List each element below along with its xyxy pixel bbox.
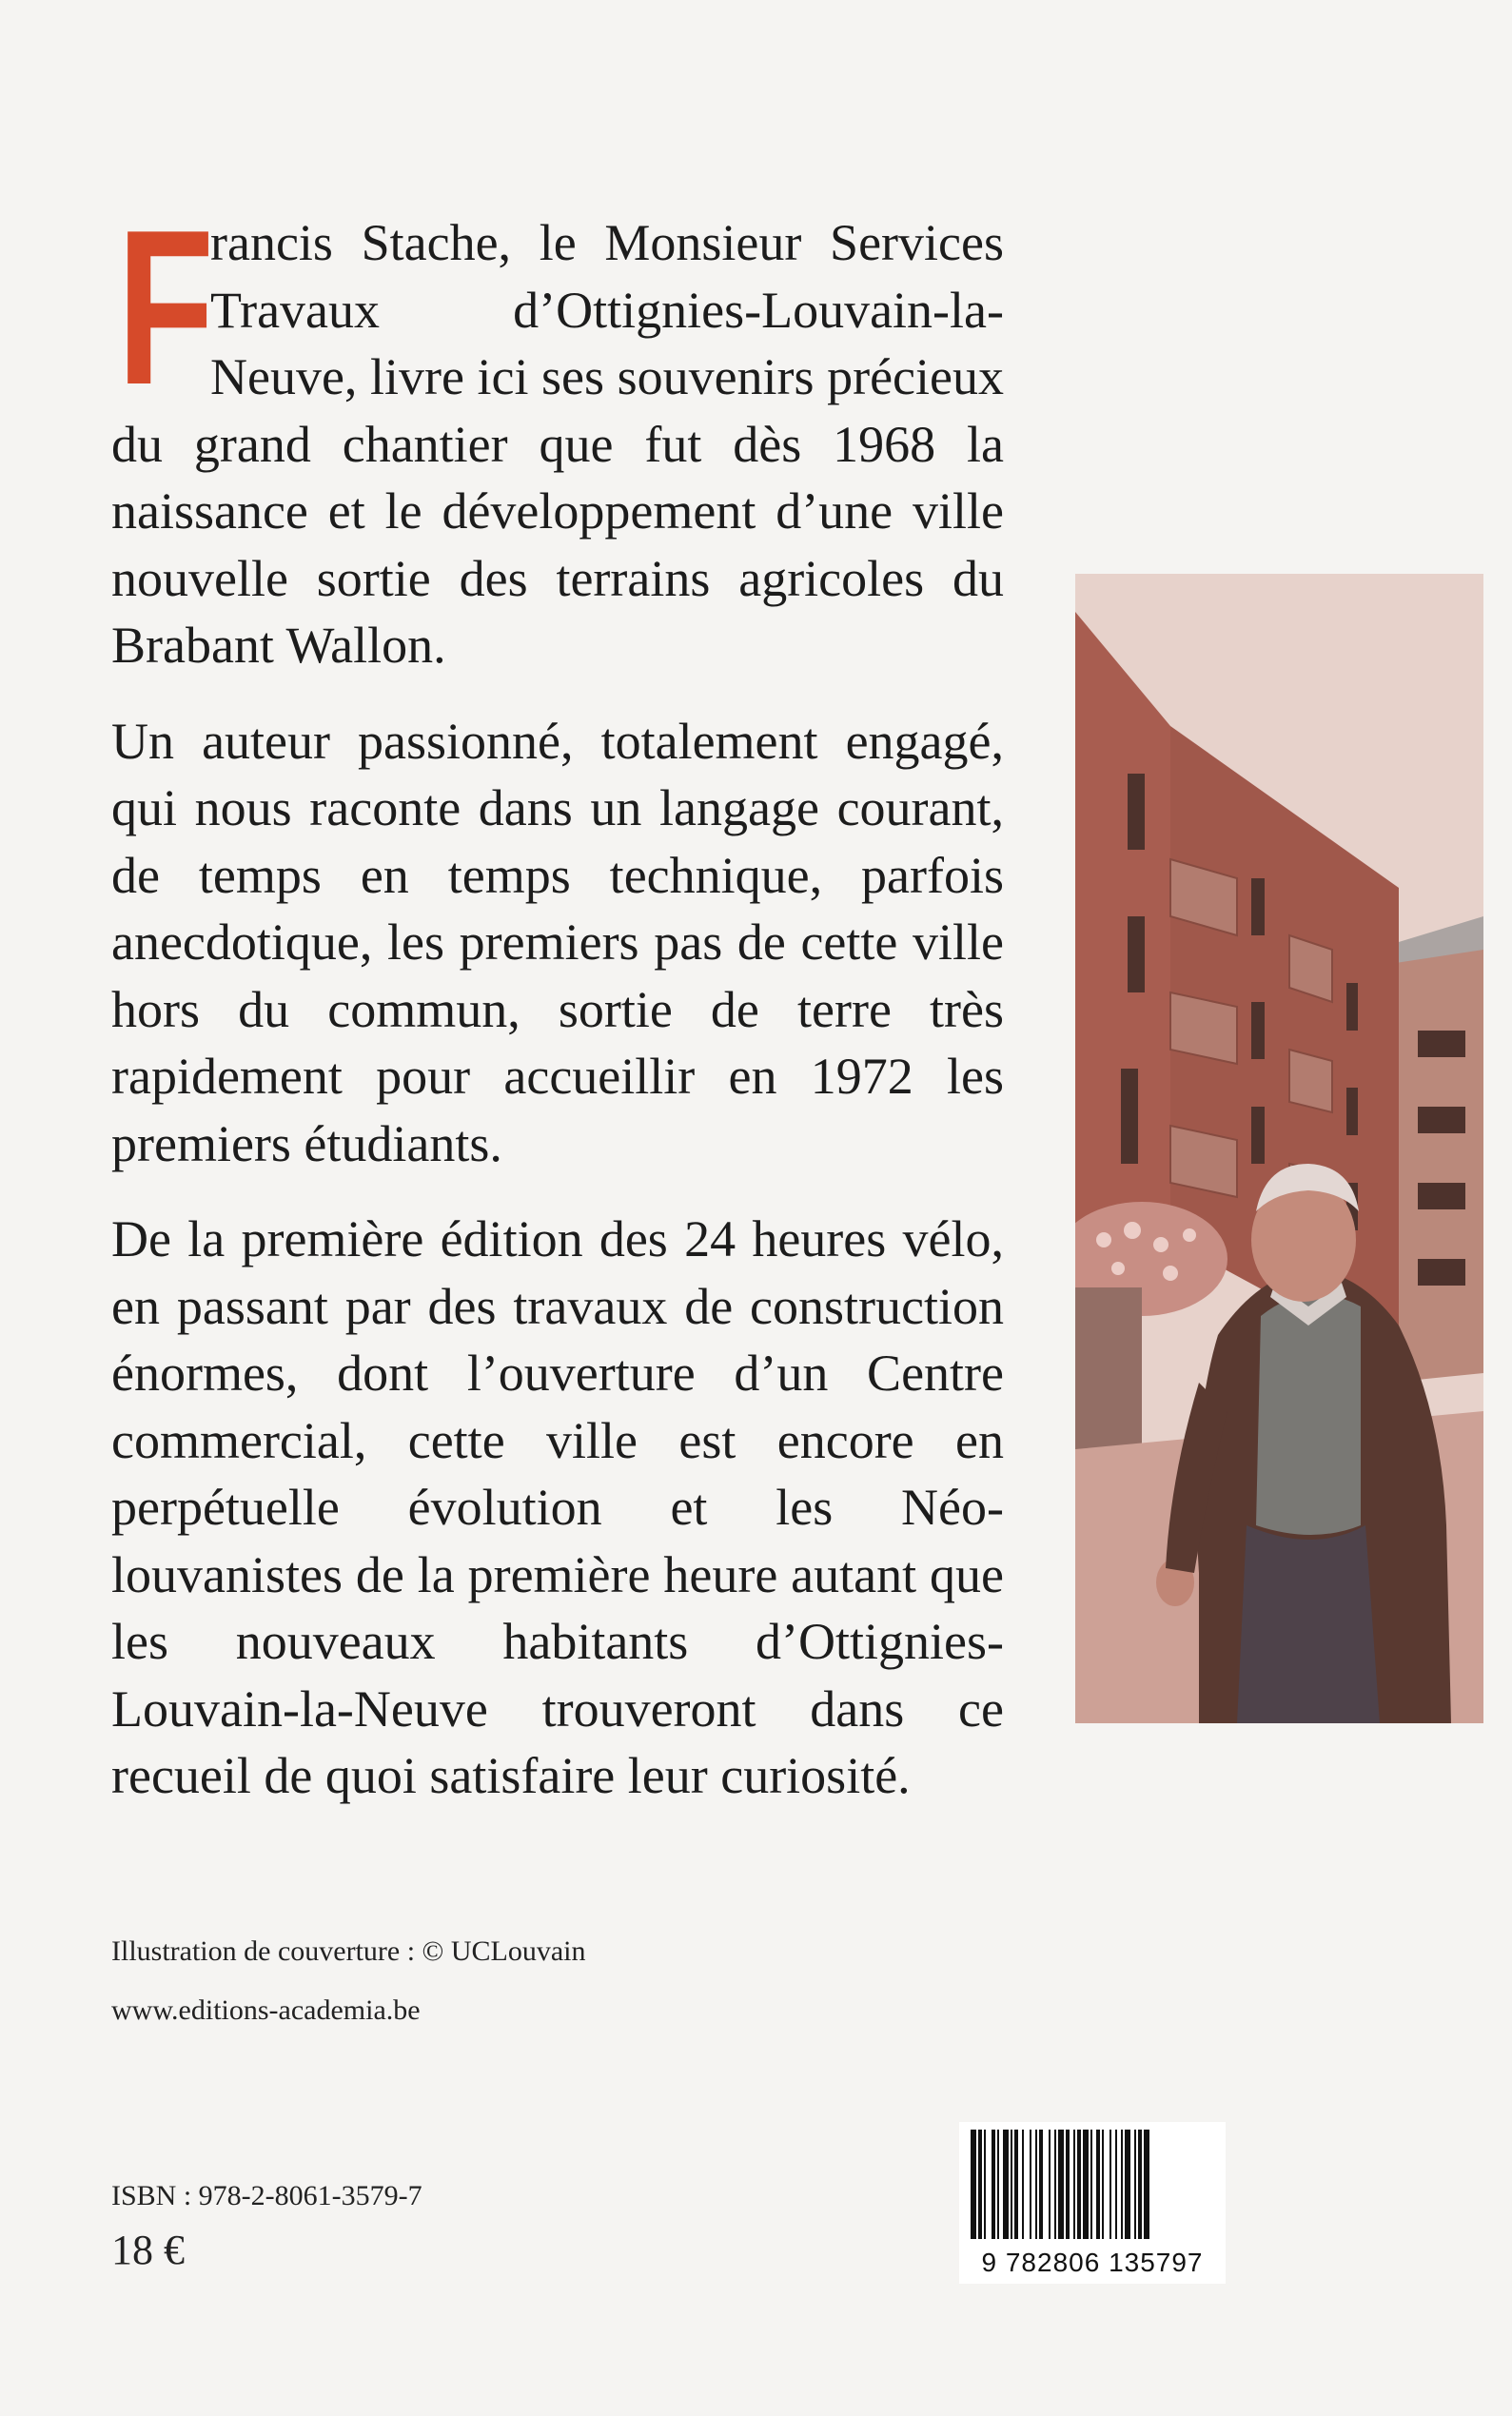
drop-cap: F <box>117 185 215 431</box>
isbn: ISBN : 978-2-8061-3579-7 <box>111 2180 422 2211</box>
barcode-bar <box>1049 2130 1051 2239</box>
barcode-bar <box>978 2130 982 2239</box>
barcode-bar <box>1109 2130 1111 2239</box>
barcode-bar <box>1102 2130 1104 2239</box>
barcode-bar <box>1138 2130 1142 2239</box>
barcode-bar <box>1134 2130 1136 2239</box>
barcode-bar <box>997 2130 999 2239</box>
barcode-bar <box>1035 2130 1037 2239</box>
illustration-credit: Illustration de couverture : © UCLouvain <box>111 1935 586 1967</box>
barcode-bar <box>1073 2130 1075 2239</box>
barcode <box>959 2122 1226 2284</box>
barcode-bar <box>1003 2130 1009 2239</box>
barcode-bar <box>1115 2130 1117 2239</box>
barcode-bar <box>1022 2130 1024 2239</box>
barcode-bar <box>1077 2130 1081 2239</box>
author-photo <box>1075 574 1483 1723</box>
barcode-bar <box>1054 2130 1056 2239</box>
barcode-bar <box>1083 2130 1089 2239</box>
barcode-bar <box>1011 2130 1012 2239</box>
barcode-bar <box>984 2130 986 2239</box>
paragraph-2: Un auteur passionné, totalement engagé, qui nous raconte dans un langage courant, de temps en temps technique, parfois anecdotique, les premiers pas de cette ville hors du commun, sortie de terre très rapidement pour accueillir en 1972 les premiers étudiants. <box>111 712 1004 1172</box>
barcode-bar <box>992 2130 995 2239</box>
barcode-bar <box>1039 2130 1043 2239</box>
barcode-bar <box>1096 2130 1100 2239</box>
publisher-website: www.editions-academia.be <box>111 1994 421 2026</box>
description-text <box>111 185 1004 1838</box>
barcode-bar <box>1014 2130 1018 2239</box>
barcode-number: 9 782806 135797 <box>981 2248 1204 2277</box>
paragraph-1-text: rancis Stache, le Monsieur Services Travaux d’Ottignies-Louvain-la-Neuve, livre ici ses souvenirs précieux du grand chantier que fut dès 1968 la naissance et le développement d’une ville nouvelle sortie des terrains agricoles du Brabant Wallon. <box>111 214 1004 674</box>
paragraph-3: De la première édition des 24 heures vélo, en passant par des travaux de construction énormes, dont l’ouverture d’un Centre commercial, cette ville est encore en perpétuelle évolution et les Néo-louvanistes de la première heure autant que les nouveaux habitants d’Ottignies-Louvain-la-Neuve trouveront dans ce recueil de quoi satisfaire leur curiosité. <box>111 1210 1004 1804</box>
price: 18 € <box>111 2227 185 2273</box>
barcode-bar <box>971 2130 976 2239</box>
barcode-bar <box>1144 2130 1149 2239</box>
barcode-bars <box>959 2122 1226 2246</box>
barcode-bar <box>1121 2130 1123 2239</box>
barcode-bar <box>1058 2130 1064 2239</box>
barcode-bar <box>1090 2130 1092 2239</box>
barcode-bar <box>1125 2130 1130 2239</box>
paragraph-1 <box>111 185 1004 679</box>
barcode-bar <box>1030 2130 1031 2239</box>
barcode-bar <box>1066 2130 1070 2239</box>
